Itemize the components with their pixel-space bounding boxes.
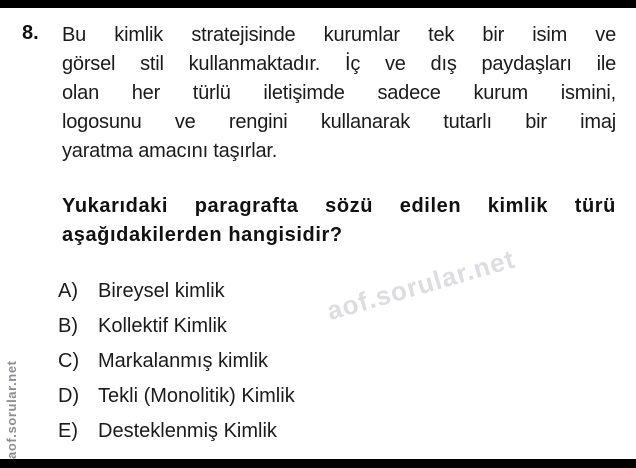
watermark-diagonal: aof.sorular.net <box>323 243 519 327</box>
option-row-a <box>58 277 616 306</box>
option-row-b <box>58 312 616 341</box>
question-body <box>58 21 616 446</box>
question-block <box>22 21 616 452</box>
question-prompt <box>62 192 616 250</box>
question-text-line: görsel stil kullanmaktadır. İç ve dış paydaşları ile <box>62 53 616 75</box>
option-letter: A) <box>58 280 78 302</box>
question-text-line: Bu kimlik stratejisinde kurumlar tek bir isim ve <box>62 24 616 46</box>
option-letter: D) <box>58 385 80 407</box>
options-list <box>58 277 616 446</box>
question-text <box>62 21 616 166</box>
option-letter: C) <box>58 350 80 372</box>
option-letter: B) <box>58 315 78 337</box>
option-label: Kollektif Kimlik <box>98 315 227 337</box>
option-label: Markalanmış kimlik <box>98 350 269 372</box>
option-row-d <box>58 382 616 411</box>
question-text-line: logosunu ve rengini kullanarak tutarlı bir imaj <box>62 111 616 133</box>
option-row-e <box>58 417 616 446</box>
question-prompt-line: Yukarıdaki paragrafta sözü edilen kimlik türü <box>62 195 616 217</box>
option-label: Tekli (Monolitik) Kimlik <box>98 385 295 407</box>
question-text-line: yaratma amacını taşırlar. <box>62 140 278 162</box>
option-label: Bireysel kimlik <box>98 280 225 302</box>
question-text-line: olan her türlü iletişimde sadece kurum ismini, <box>62 82 616 104</box>
option-row-c <box>58 347 616 376</box>
watermark-vertical: aof.sorular.net <box>4 360 19 459</box>
bottom-divider-bar <box>0 459 636 468</box>
option-label: Desteklenmiş Kimlik <box>98 420 277 442</box>
question-prompt-line: aşağıdakilerden hangisidir? <box>62 224 343 246</box>
option-letter: E) <box>58 420 78 442</box>
top-divider-bar <box>0 0 636 8</box>
question-number: 8. <box>22 22 39 44</box>
